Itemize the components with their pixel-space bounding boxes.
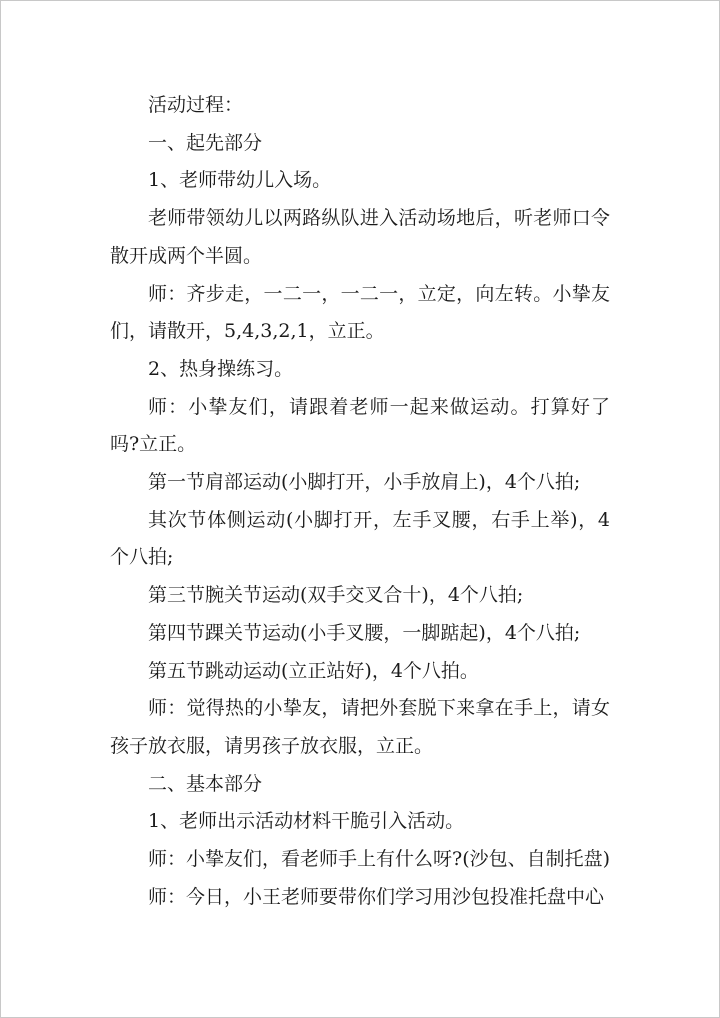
paragraph-section-two-heading: 二、基本部分 xyxy=(148,772,263,795)
paragraph-teacher-commands: 师：齐步走，一二一，一二一，立定，向左转。小挚友们，请散开，5,4,3,2,1，立正。 xyxy=(110,282,610,343)
paragraph-exercise-3: 第三节腕关节运动(双手交叉合十)，4个八拍; xyxy=(148,584,524,607)
paragraph-step-1: 1、老师带幼儿入场。 xyxy=(148,169,332,192)
paragraph-step-materials: 1、老师出示活动材料干脆引入活动。 xyxy=(148,810,465,833)
paragraph-teacher-warmup: 师：小挚友们，请跟着老师一起来做运动。打算好了吗?立正。 xyxy=(110,395,610,456)
document-body xyxy=(110,87,610,916)
paragraph-section-one-heading: 一、起先部分 xyxy=(148,131,263,154)
paragraph-enter-field: 老师带领幼儿以两路纵队进入活动场地后，听老师口令散开成两个半圆。 xyxy=(110,207,610,267)
paragraph-step-2: 2、热身操练习。 xyxy=(148,357,294,380)
paragraph-exercise-4: 第四节踝关节运动(小手叉腰，一脚踮起)，4个八拍; xyxy=(148,621,581,644)
paragraph-teacher-clothes: 师：觉得热的小挚友，请把外套脱下来拿在手上，请女孩子放衣服，请男孩子放衣服，立正。 xyxy=(110,697,610,757)
paragraph-teacher-today: 师：今日，小王老师要带你们学习用沙包投准托盘中心 xyxy=(148,885,605,908)
paragraph-activity-process: 活动过程： xyxy=(148,94,244,116)
paragraph-teacher-question: 师：小挚友们，看老师手上有什么呀?(沙包、自制托盘) xyxy=(148,848,611,871)
paragraph-exercise-2: 其次节体侧运动(小脚打开，左手叉腰，右手上举)，4个八拍; xyxy=(110,508,610,569)
paragraph-exercise-5: 第五节跳动运动(立正站好)，4个八拍。 xyxy=(148,659,479,682)
paragraph-exercise-1: 第一节肩部运动(小脚打开，小手放肩上)，4个八拍; xyxy=(148,471,581,494)
